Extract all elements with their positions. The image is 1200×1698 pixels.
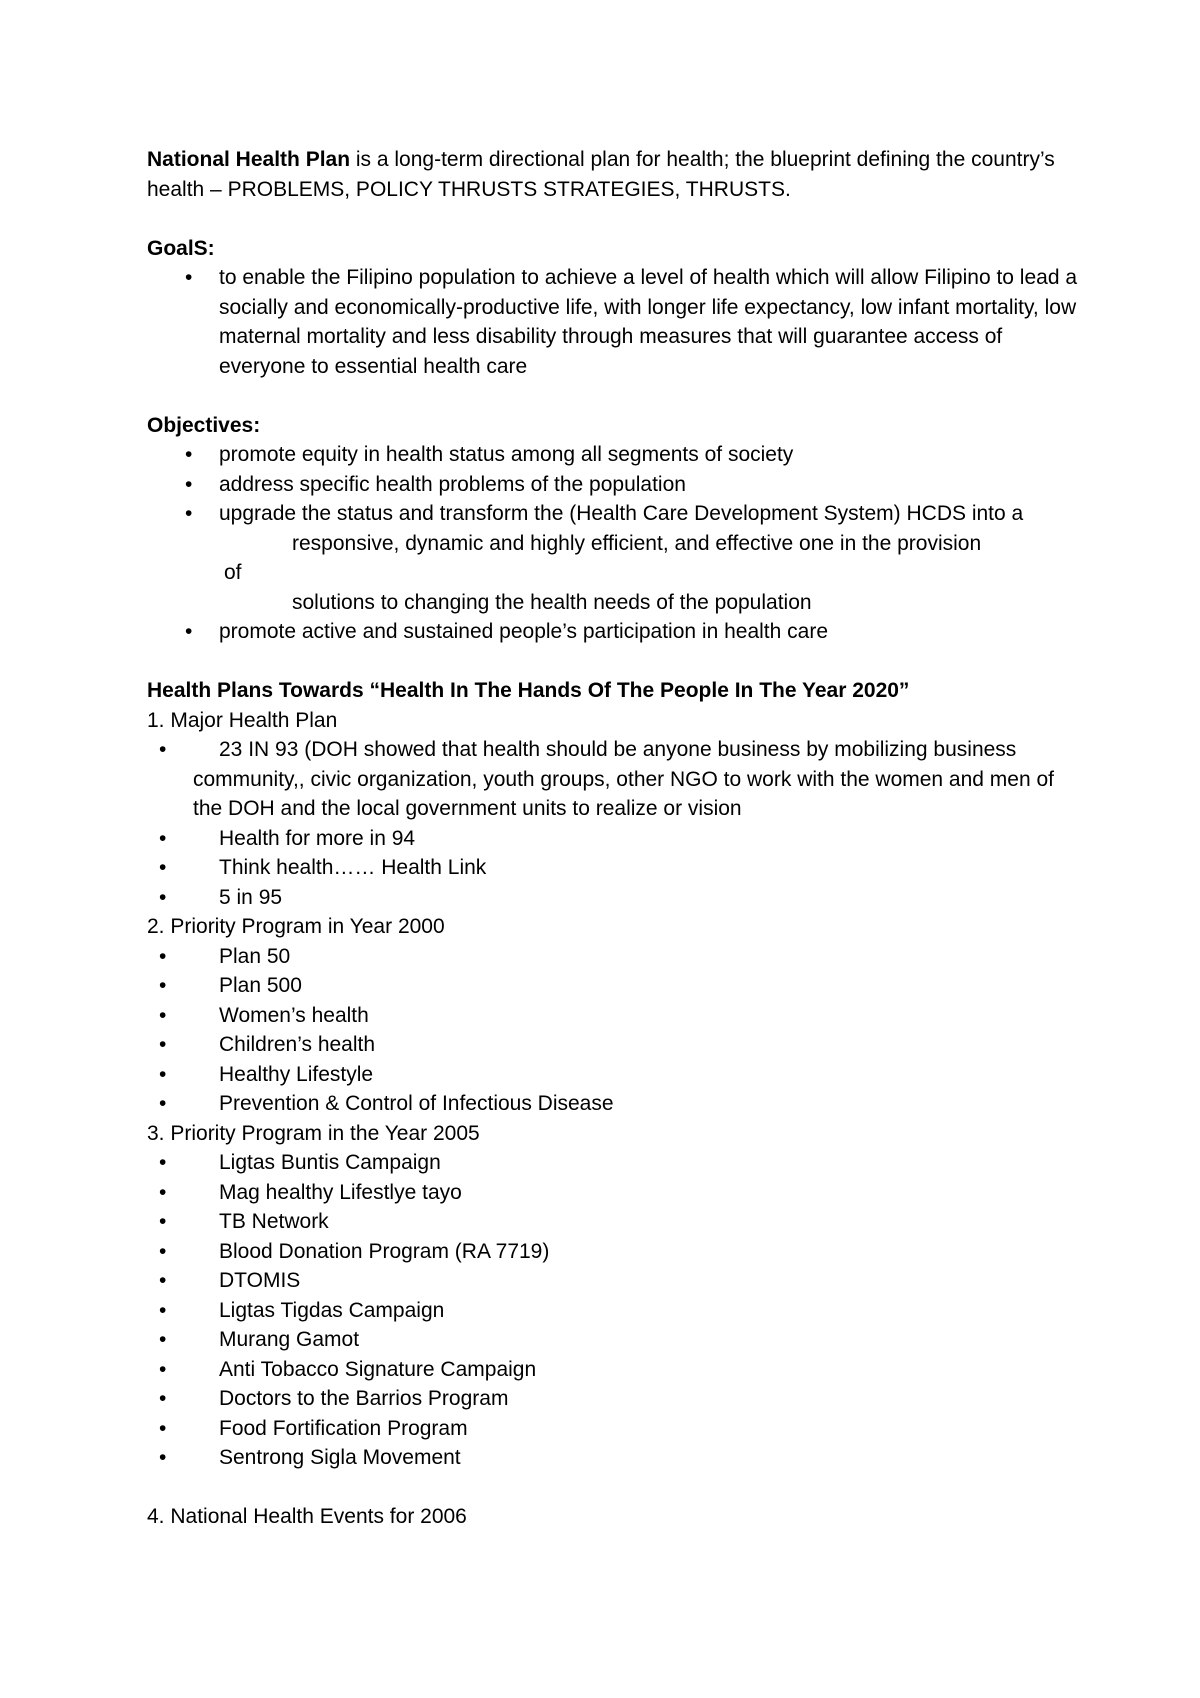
- list-item: • Sentrong Sigla Movement: [147, 1443, 1087, 1473]
- list-item: • promote active and sustained people’s participation in health care: [147, 617, 1087, 647]
- list-item: • Healthy Lifestyle: [147, 1060, 1087, 1090]
- health-plans-heading: Health Plans Towards “Health In The Hands Of The People In The Year 2020”: [147, 679, 910, 702]
- priority-2000-list: [147, 942, 1087, 1119]
- list-item: • Children’s health: [147, 1030, 1087, 1060]
- section-title: 1. Major Health Plan: [147, 708, 338, 732]
- objective-line: upgrade the status and transform the (Health Care Development System) HCDS into a: [219, 502, 1024, 525]
- list-item: • Anti Tobacco Signature Campaign: [147, 1355, 1087, 1385]
- goals-list: [147, 263, 1087, 381]
- list-item: • Think health…… Health Link: [147, 853, 1087, 883]
- intro-paragraph: [147, 145, 1087, 204]
- priority-2005-list: [147, 1148, 1087, 1473]
- list-item: [147, 499, 1087, 529]
- spacer: [147, 1473, 1087, 1503]
- list-item: • Food Fortification Program: [147, 1414, 1087, 1444]
- objective-continuation: solutions to changing the health needs of the population: [292, 590, 812, 614]
- list-item: • to enable the Filipino population to achieve a level of health which will allow Filipino to lead a socially and economically-productive life, with longer life expectancy, low infant mortality, low maternal mortality and less disability through measures that will guarantee access of everyone to essential health care: [147, 263, 1087, 381]
- list-item: • 5 in 95: [147, 883, 1087, 913]
- major-plan-list: [147, 735, 1087, 912]
- document-page: [147, 145, 1087, 1532]
- spacer: [147, 204, 1087, 234]
- list-item: • Mag healthy Lifestlye tayo: [147, 1178, 1087, 1208]
- objectives-heading: Objectives:: [147, 413, 261, 437]
- objectives-list-cont: [147, 617, 1087, 647]
- list-item: • address specific health problems of the population: [147, 470, 1087, 500]
- objective-continuation: responsive, dynamic and highly efficient, and effective one in the provision: [292, 531, 982, 555]
- list-item: • promote equity in health status among all segments of society: [147, 440, 1087, 470]
- spacer: [147, 647, 1087, 677]
- section-title: 4. National Health Events for 2006: [147, 1505, 467, 1528]
- section-title: 2. Priority Program in Year 2000: [147, 915, 445, 938]
- list-item: • Blood Donation Program (RA 7719): [147, 1237, 1087, 1267]
- list-item: • Health for more in 94: [147, 824, 1087, 854]
- list-item: • Ligtas Buntis Campaign: [147, 1148, 1087, 1178]
- list-item: • Women’s health: [147, 1001, 1087, 1031]
- list-item: • Prevention & Control of Infectious Disease: [147, 1089, 1087, 1119]
- list-item: • DTOMIS: [147, 1266, 1087, 1296]
- list-item: • Plan 50: [147, 942, 1087, 972]
- list-item: • Plan 500: [147, 971, 1087, 1001]
- list-item: • 23 IN 93 (DOH showed that health should be anyone business by mobilizing business community,, civic organization, youth groups, other NGO to work with the women and men of the DOH and the local government units to realize or vision: [147, 735, 1087, 824]
- section-title: 3. Priority Program in the Year 2005: [147, 1121, 480, 1145]
- objective-continuation: of: [224, 561, 242, 584]
- intro-term: National Health Plan: [147, 148, 351, 171]
- goals-heading: GoalS:: [147, 236, 215, 260]
- intro-text: is a long-term directional plan for health; the blueprint defining the country’s health – PROBLEMS, POLICY THRUSTS STRATEGIES, THRUSTS.: [147, 148, 1055, 201]
- objectives-list: [147, 440, 1087, 529]
- list-item: • Murang Gamot: [147, 1325, 1087, 1355]
- list-item: • Doctors to the Barrios Program: [147, 1384, 1087, 1414]
- list-item: • TB Network: [147, 1207, 1087, 1237]
- list-item: • Ligtas Tigdas Campaign: [147, 1296, 1087, 1326]
- spacer: [147, 381, 1087, 411]
